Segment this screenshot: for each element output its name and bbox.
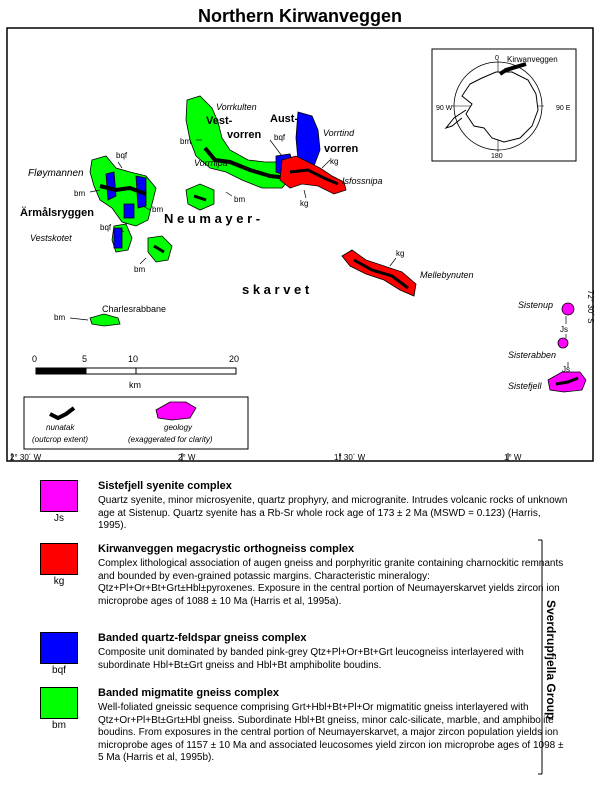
scale-tick-10: 10 bbox=[128, 354, 139, 364]
label-vorrkulten: Vorrkulten bbox=[216, 102, 257, 112]
code-kg-isfossnipa: kg bbox=[300, 199, 309, 208]
code-bqf-vestskotet: bqf bbox=[100, 223, 112, 232]
code-js-sisterabben: Js bbox=[560, 325, 568, 334]
code-bm-charlesrabbane: bm bbox=[54, 313, 66, 322]
legend-code-kg: kg bbox=[53, 576, 65, 587]
code-bm-armalsryggen: bm bbox=[152, 205, 164, 214]
latitude-label: 72° 30´ S bbox=[586, 290, 595, 324]
label-sistenup: Sistenup bbox=[518, 300, 554, 310]
key-nunatak-sublabel: (outcrop extent) bbox=[32, 435, 89, 444]
label-vorrtind: Vorrtind bbox=[323, 128, 355, 138]
longitude-label-1: 2° 30´ W bbox=[10, 453, 42, 462]
legend-text-js: Quartz syenite, minor microsyenite, quartz prophyry, and microgranite. Intrudes volcanic rocks of unknown age at Sistenup. Quartz syenite has a Rb-Sr whole rock age of 173 ± 2 Ma (MSWD = 0.123) (Harris, 1995). bbox=[98, 495, 568, 531]
longitude-label-2: 2° W bbox=[178, 453, 196, 462]
legend-code-js: Js bbox=[54, 513, 64, 524]
map-key bbox=[24, 397, 248, 449]
legend-text-bm: Well-foliated gneissic sequence comprising Grt+Hbl+Bt+Pl+Or migmatitic gneiss interlayered with Qtz+Or+Pl+Bt±Grt±Hbl gneiss. Subordinate Hbl+Bt gneiss, minor calc-silicate, marble, and amphibolite boudins. From exposures in the central portion of Neumayerskarvet, a major zircon population yields ion microprobe ages of 1157 ± 10 Ma and associated leucosomes yield zircon ion microprobe ages of 1098 ± 5 Ma (Harris et al, 1995b). bbox=[98, 702, 564, 763]
label-austvorren-2: vorren bbox=[324, 143, 359, 155]
key-geology-label: geology bbox=[164, 423, 193, 432]
inset-kirwanveggen: Kirwanveggen bbox=[507, 55, 558, 64]
longitude-ticks bbox=[12, 453, 508, 461]
legend-code-bqf: bqf bbox=[52, 665, 66, 676]
label-vestskotet: Vestskotet bbox=[30, 233, 72, 243]
map-title: Northern Kirwanveggen bbox=[197, 6, 403, 26]
inset-map bbox=[432, 49, 576, 161]
label-floymannen: Fløymannen bbox=[28, 168, 84, 179]
label-sisterabben: Sisterabben bbox=[508, 350, 557, 360]
label-skarvet: s k a r v e t bbox=[242, 282, 310, 297]
code-bqf-austvorren: bqf bbox=[274, 133, 286, 142]
code-kg-mellebynuten: kg bbox=[396, 249, 405, 258]
code-js-sistefjell: Js bbox=[562, 365, 570, 374]
label-charlesrabbane: Charlesrabbane bbox=[102, 304, 167, 314]
bqf-outcrop-vestskotet bbox=[114, 228, 122, 248]
inset-180: 180 bbox=[491, 153, 503, 160]
key-geology-sublabel: (exaggerated for clarity) bbox=[128, 435, 213, 444]
label-neumayer: N e u m a y e r - bbox=[164, 211, 261, 226]
inset-90e: 90 E bbox=[556, 105, 571, 112]
scale-tick-0: 0 bbox=[32, 354, 38, 364]
label-sistefjell: Sistefjell bbox=[508, 381, 542, 391]
key-nunatak-label: nunatak bbox=[46, 423, 75, 432]
sverdrupfjella-group-label: Sverdrupfjella Group bbox=[544, 600, 558, 720]
legend-heading-bm: Banded migmatite gneiss complex bbox=[98, 687, 279, 699]
label-mellebynuten: Mellebynuten bbox=[420, 270, 474, 280]
code-kg-austvorren: kg bbox=[330, 157, 339, 166]
legend-heading-bqf: Banded quartz-feldspar gneiss complex bbox=[98, 632, 307, 644]
scale-tick-5: 5 bbox=[82, 354, 88, 364]
legend-heading-js: Sistefjell syenite complex bbox=[98, 480, 232, 492]
js-outcrop-sisterabben bbox=[558, 338, 568, 348]
scale-tick-20: 20 bbox=[229, 354, 240, 364]
legend-text-kg: Complex lithological association of augen gneiss and porphyritic granite containing charnockitic remnants and bounded by even-grained potassic margins. Characteristic mineralogy: Qtz+Pl+Or+Bt+Grt±Hbl±pyroxenes. Exposure in the central portion of Neumayerskarvet yields zircon ion microprobe ages of 1088 ± 10 Ma (Harris et al, 1995a). bbox=[98, 558, 564, 607]
inset-90w: 90 W bbox=[436, 105, 453, 112]
js-outcrop-sistenup bbox=[562, 303, 574, 315]
label-vestvorren-1: Vest- bbox=[206, 115, 233, 127]
legend-swatch-js bbox=[40, 480, 78, 512]
legend-text-bqf: Composite unit dominated by banded pink-grey Qtz+Pl+Or+Bt+Grt leucogneiss interlayered with subordinate Hbl+Bt±Grt gneiss and Hbl+Bt amphibolite boudins. bbox=[98, 647, 524, 671]
legend-swatch-kg bbox=[40, 543, 78, 575]
legend-swatch-bqf bbox=[40, 632, 78, 664]
label-isfossnipa: Isfossnipa bbox=[342, 176, 383, 186]
longitude-label-3: 1° 30´ W bbox=[334, 453, 366, 462]
label-vorrnipa: Vorrnipa bbox=[194, 158, 228, 168]
code-bm-south: bm bbox=[134, 265, 146, 274]
label-vestvorren-2: vorren bbox=[227, 129, 262, 141]
inset-zero: 0 bbox=[495, 55, 499, 62]
code-bm-floymannen: bm bbox=[74, 189, 86, 198]
code-bm-vestvorren: bm bbox=[180, 137, 192, 146]
code-bqf-floymannen: bqf bbox=[116, 151, 128, 160]
legend-swatch-bm bbox=[40, 687, 78, 719]
label-austvorren-1: Aust- bbox=[270, 113, 299, 125]
label-armalsryggen: Ärmålsryggen bbox=[20, 207, 94, 219]
code-bm-vorrnipa: bm bbox=[234, 195, 246, 204]
bm-outcrop-charlesrabbane bbox=[90, 314, 120, 326]
longitude-label-4: 1° W bbox=[504, 453, 522, 462]
legend-code-bm: bm bbox=[52, 720, 66, 731]
legend-heading-kg: Kirwanveggen megacrystic orthogneiss complex bbox=[98, 543, 355, 555]
scale-unit: km bbox=[129, 380, 141, 390]
bqf-outcrop-armalsryggen bbox=[124, 204, 134, 218]
scale-bar bbox=[32, 354, 239, 390]
